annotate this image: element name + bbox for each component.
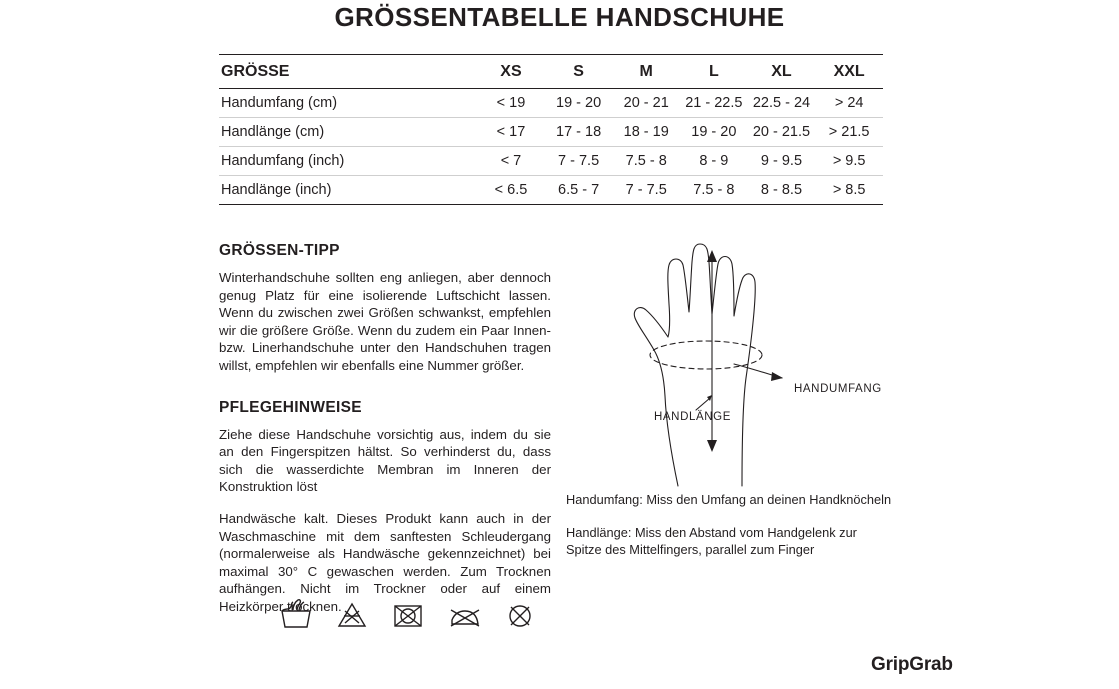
table-row xyxy=(219,147,883,176)
cell-xl: 8 - 8.5 xyxy=(748,176,816,205)
circumference-ellipse xyxy=(650,341,762,369)
row-label: Handlänge (inch) xyxy=(219,176,477,205)
cell-xxl: > 21.5 xyxy=(815,118,883,147)
header-l: L xyxy=(680,55,748,89)
row-label: Handlänge (cm) xyxy=(219,118,477,147)
size-table-header xyxy=(219,55,883,89)
left-text-column xyxy=(219,242,551,616)
cell-l: 19 - 20 xyxy=(680,118,748,147)
row-label: Handumfang (cm) xyxy=(219,89,477,118)
header-xl: XL xyxy=(748,55,816,89)
label-handlaenge: HANDLÄNGE xyxy=(654,411,731,423)
table-header-row xyxy=(219,55,883,89)
cell-xxl: > 24 xyxy=(815,89,883,118)
care-paragraph-2: Handwäsche kalt. Dieses Produkt kann auch in der Waschmaschine mit dem sanftesten Schleudergang (normalerweise als Handwäsche gekennzeichnet) bei maximal 30° C gewaschen werden. Zum Trocknen aufhängen. Nicht im Trockner oder auf einem Heizkörper trocknen. xyxy=(219,510,551,614)
cell-l: 8 - 9 xyxy=(680,147,748,176)
table-row xyxy=(219,118,883,147)
cell-m: 7 - 7.5 xyxy=(612,176,680,205)
label-handumfang: HANDUMFANG xyxy=(794,383,882,395)
cell-xs: < 6.5 xyxy=(477,176,545,205)
cell-l: 7.5 - 8 xyxy=(680,176,748,205)
size-tip-text: Winterhandschuhe sollten eng anliegen, aber dennoch genug Platz für eine isolierende Luftschicht lassen. Wenn du zwischen zwei Größen schwankst, empfehlen wir die größere Größe. Wenn du zudem ein Paar Innen- bzw. Linerhandschuhe unter den Handschuhen tragen willst, empfehlen wir ebenfalls eine Nummer größer. xyxy=(219,270,551,373)
hand-measurement-diagram xyxy=(566,238,911,488)
cell-m: 7.5 - 8 xyxy=(612,147,680,176)
cell-m: 18 - 19 xyxy=(612,118,680,147)
table-row xyxy=(219,89,883,118)
header-s: S xyxy=(545,55,613,89)
size-table xyxy=(219,54,883,205)
do-not-iron-icon xyxy=(447,598,483,630)
hand-outline-icon xyxy=(566,238,911,488)
do-not-dry-clean-icon xyxy=(505,598,535,630)
cell-xxl: > 8.5 xyxy=(815,176,883,205)
header-xxl: XXL xyxy=(815,55,883,89)
cell-xl: 9 - 9.5 xyxy=(748,147,816,176)
cell-s: 19 - 20 xyxy=(545,89,613,118)
cell-xs: < 17 xyxy=(477,118,545,147)
care-symbols-row xyxy=(279,598,535,630)
do-not-bleach-icon xyxy=(335,598,369,630)
cell-xxl: > 9.5 xyxy=(815,147,883,176)
caption-handumfang: Handumfang: Miss den Umfang an deinen Handknöcheln xyxy=(566,492,892,507)
spacer xyxy=(219,375,551,399)
cell-l: 21 - 22.5 xyxy=(680,89,748,118)
hand-wash-icon xyxy=(279,598,313,630)
cell-xs: < 19 xyxy=(477,89,545,118)
hand-diagram-column xyxy=(566,238,911,488)
header-size: GRÖSSE xyxy=(219,55,477,89)
caption-handlaenge: Handlänge: Miss den Abstand vom Handgelenk zur Spitze des Mittelfingers, parallel zum Finger xyxy=(566,525,857,557)
cell-m: 20 - 21 xyxy=(612,89,680,118)
header-xs: XS xyxy=(477,55,545,89)
size-table-body xyxy=(219,89,883,205)
spacer xyxy=(219,496,551,510)
brand-logo: GripGrab xyxy=(871,654,953,675)
care-paragraph-1: Ziehe diese Handschuhe vorsichtig aus, indem du sie an den Fingerspitzen hältst. So verhinderst du, dass sich die wasserdichte Membran im Inneren der Konstruktion löst xyxy=(219,426,551,495)
size-table-container xyxy=(219,54,883,205)
page-title: GRÖSSENTABELLE HANDSCHUHE xyxy=(334,2,785,32)
header-m: M xyxy=(612,55,680,89)
cell-s: 6.5 - 7 xyxy=(545,176,613,205)
cell-xs: < 7 xyxy=(477,147,545,176)
cell-xl: 22.5 - 24 xyxy=(748,89,816,118)
row-label: Handumfang (inch) xyxy=(219,147,477,176)
cell-xl: 20 - 21.5 xyxy=(748,118,816,147)
cell-s: 17 - 18 xyxy=(545,118,613,147)
size-tip-heading: GRÖSSEN-TIPP xyxy=(219,242,340,259)
cell-s: 7 - 7.5 xyxy=(545,147,613,176)
table-row xyxy=(219,176,883,205)
do-not-tumble-dry-icon xyxy=(391,598,425,630)
care-heading: PFLEGEHINWEISE xyxy=(219,398,362,416)
